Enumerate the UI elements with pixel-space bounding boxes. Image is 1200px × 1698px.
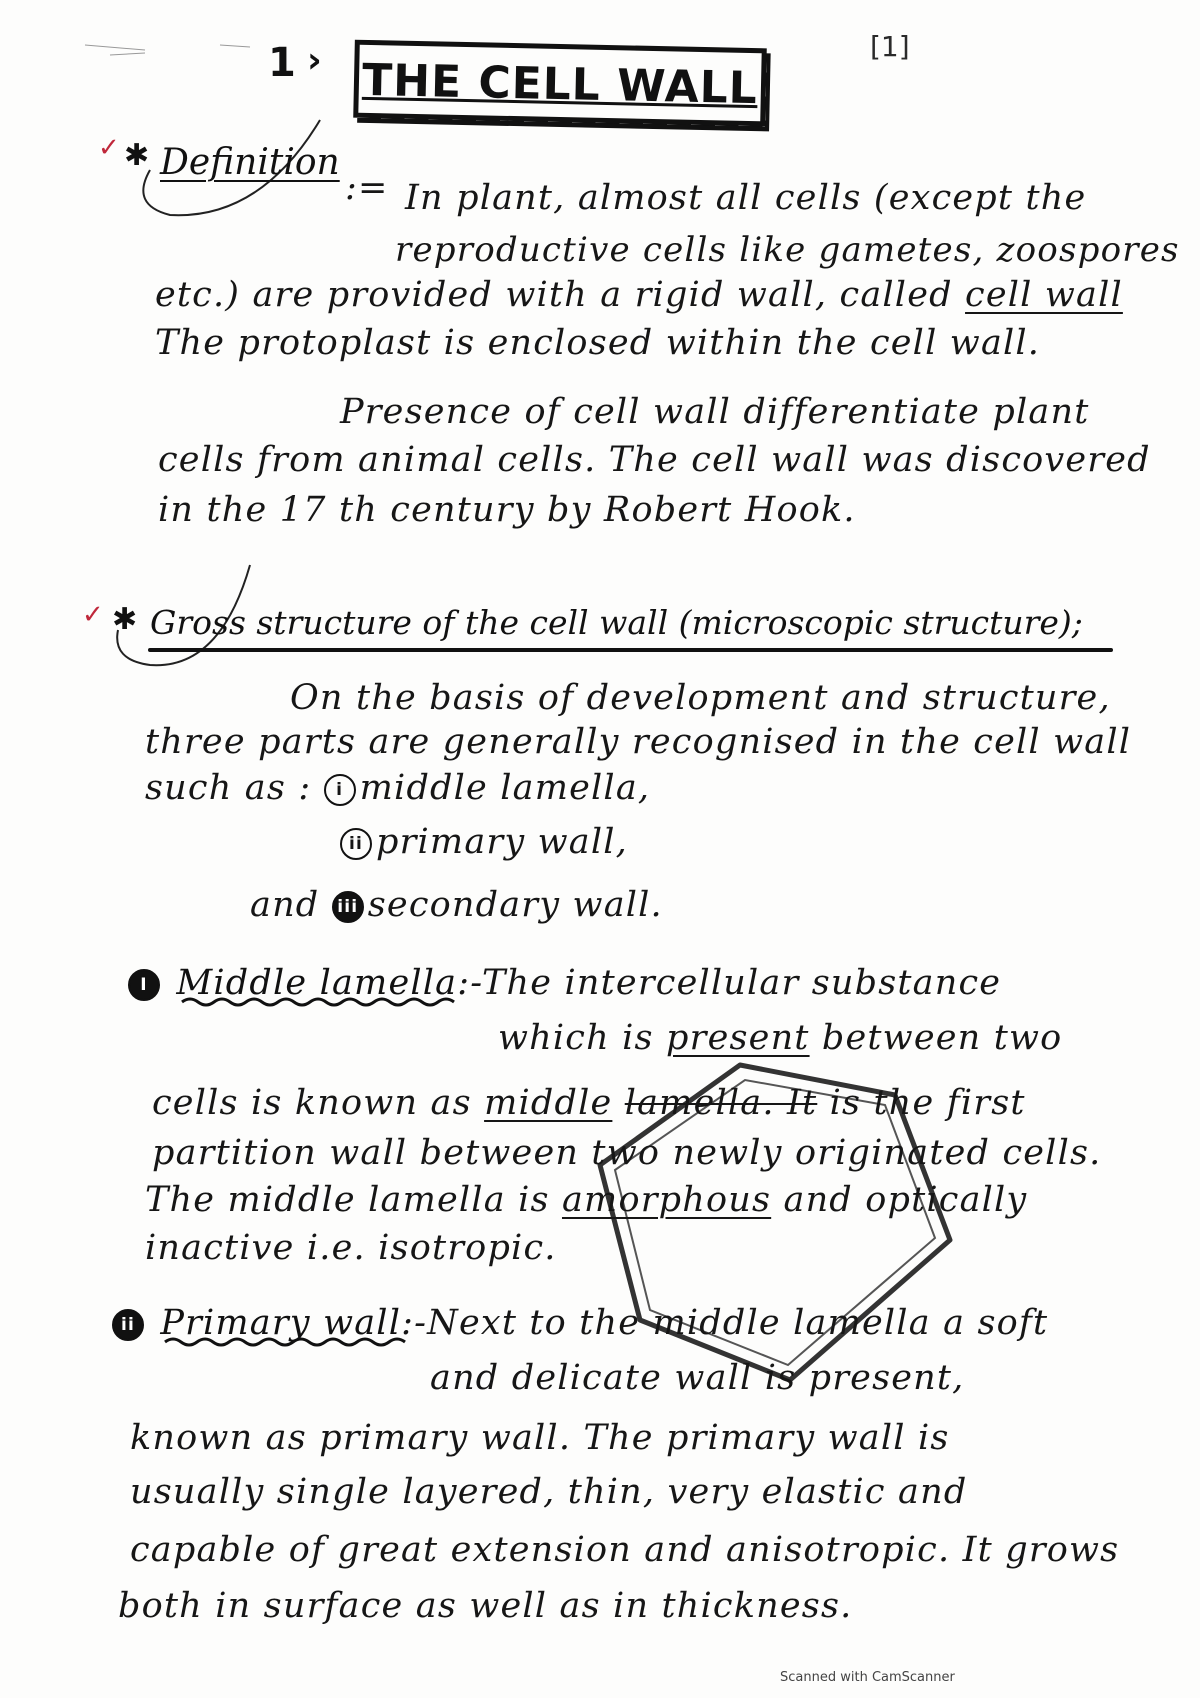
definition-line-2: reproductive cells like gametes, zoospores bbox=[395, 230, 1180, 270]
definition-line-4: The protoplast is enclosed within the cell wall. bbox=[155, 323, 1041, 363]
primary-wall-line-6: both in surface as well as in thickness. bbox=[118, 1586, 853, 1626]
gross-and-word: and bbox=[250, 885, 320, 925]
middle-lamella-heading: Middle lamella bbox=[176, 963, 458, 1003]
primary-wall-line-1-text: Next to the middle lamella a soft bbox=[427, 1303, 1049, 1343]
middle-lamella-line-1-text: The intercellular substance bbox=[482, 963, 1002, 1003]
part-label-1: middle lamella, bbox=[359, 768, 651, 808]
middle-lamella-separator: :- bbox=[457, 963, 482, 1003]
page-number: [1] bbox=[870, 30, 910, 63]
definition-para2-line-3: in the 17 th century by Robert Hook. bbox=[158, 490, 856, 530]
definition-para2-line-1: Presence of cell wall differentiate plant bbox=[340, 392, 1090, 432]
struck-out-text: lamella. It bbox=[624, 1083, 818, 1123]
term-amorphous: amorphous bbox=[561, 1180, 772, 1220]
definition-line-3 bbox=[155, 275, 1123, 315]
middle-lamella-line-1 bbox=[128, 963, 1001, 1003]
gross-line-2: three parts are generally recognised in the cell wall bbox=[145, 722, 1132, 762]
middle-lamella-line-6: inactive i.e. isotropic. bbox=[145, 1228, 557, 1268]
middle-lamella-line-3-pre: cells is known as bbox=[152, 1083, 485, 1123]
middle-lamella-line-3 bbox=[152, 1083, 1026, 1123]
term-cell-wall: cell wall bbox=[965, 275, 1123, 315]
middle-lamella-line-4: partition wall between two newly originated cells. bbox=[152, 1133, 1102, 1173]
primary-wall-line-4: usually single layered, thin, very elastic and bbox=[130, 1472, 968, 1512]
section-number-2: ii bbox=[112, 1309, 144, 1341]
gross-structure-underline bbox=[148, 648, 1113, 652]
definition-para2-line-2: cells from animal cells. The cell wall was discovered bbox=[158, 440, 1151, 480]
middle-lamella-line-5 bbox=[145, 1180, 1027, 1220]
gross-such-as: such as : bbox=[145, 768, 312, 808]
primary-wall-heading: Primary wall bbox=[160, 1303, 402, 1343]
primary-wall-line-3: known as primary wall. The primary wall is bbox=[130, 1418, 950, 1458]
middle-lamella-line-2 bbox=[498, 1018, 1062, 1058]
gross-structure-heading: Gross structure of the cell wall (microscopic structure); bbox=[150, 603, 1083, 642]
gross-line-4 bbox=[340, 822, 628, 862]
middle-lamella-line-3-post: is the first bbox=[817, 1083, 1026, 1123]
middle-lamella-line-2-pre: which is bbox=[498, 1018, 667, 1058]
page-title: THE CELL WALL bbox=[361, 54, 759, 115]
chapter-arrow: › bbox=[307, 40, 322, 81]
term-middle: middle bbox=[484, 1083, 613, 1123]
part-number-1: i bbox=[324, 774, 356, 806]
title-box bbox=[353, 40, 767, 127]
section-number-1: I bbox=[128, 969, 160, 1001]
check-mark-icon: ✓ bbox=[82, 600, 104, 630]
primary-wall-line-1 bbox=[112, 1303, 1048, 1343]
scanner-watermark: Scanned with CamScanner bbox=[780, 1670, 955, 1685]
primary-wall-line-2: and delicate wall is present, bbox=[430, 1358, 965, 1398]
bullet-star-icon: ✱ bbox=[124, 138, 150, 173]
primary-wall-separator: :- bbox=[401, 1303, 428, 1343]
gross-line-5 bbox=[250, 885, 663, 925]
definition-line-1: In plant, almost all cells (except the bbox=[405, 178, 1087, 218]
definition-heading: Definition bbox=[160, 142, 340, 183]
scan-speckle bbox=[85, 45, 250, 55]
primary-wall-line-5: capable of great extension and anisotropic. It grows bbox=[130, 1530, 1120, 1570]
middle-lamella-line-2-post: between two bbox=[809, 1018, 1063, 1058]
part-label-2: primary wall, bbox=[376, 822, 628, 862]
part-label-3: secondary wall. bbox=[367, 885, 663, 925]
chapter-number: 1 bbox=[268, 40, 296, 86]
term-present: present bbox=[666, 1018, 810, 1058]
definition-separator: := bbox=[345, 168, 389, 208]
check-mark-icon: ✓ bbox=[98, 133, 120, 163]
part-number-3: iii bbox=[332, 891, 364, 923]
definition-line-3-text: etc.) are provided with a rigid wall, called bbox=[155, 275, 966, 315]
middle-lamella-line-5-pre: The middle lamella is bbox=[145, 1180, 562, 1220]
gross-line-1: On the basis of development and structure, bbox=[290, 678, 1111, 718]
part-number-2: ii bbox=[340, 828, 372, 860]
bullet-star-icon: ✱ bbox=[112, 602, 138, 637]
middle-lamella-line-5-post: and optically bbox=[771, 1180, 1028, 1220]
gross-line-3 bbox=[145, 768, 650, 808]
